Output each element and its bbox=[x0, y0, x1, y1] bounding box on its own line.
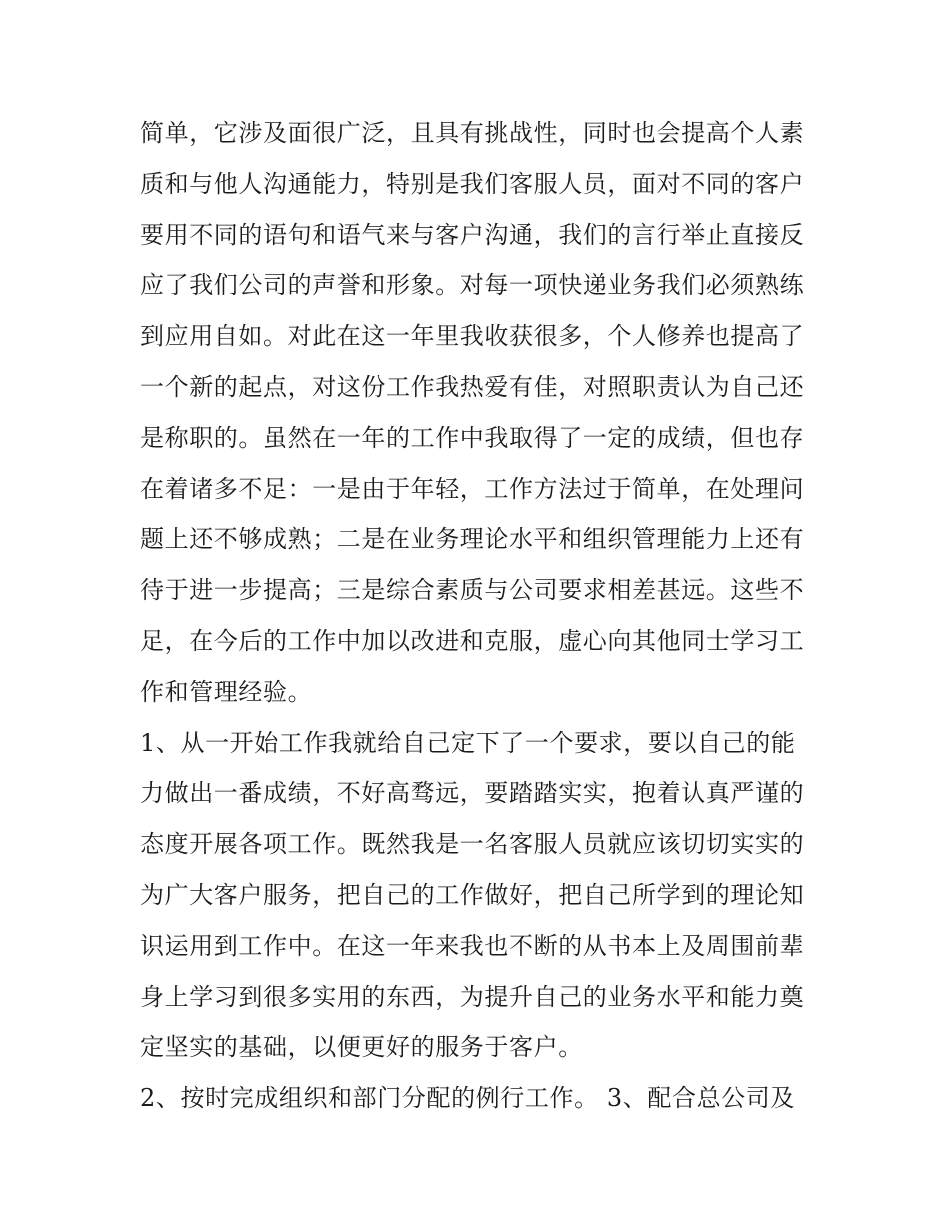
text-line-19: 定坚实的基础，以便更好的服务于客户。 bbox=[140, 1033, 583, 1062]
text-line-6: 一个新的起点，对这份工作我热爱有佳，对照职责认为自己还 bbox=[140, 372, 805, 401]
text-line-1: 简单，它涉及面很广泛，且具有挑战性，同时也会提高个人素 bbox=[140, 119, 805, 147]
text-line-10: 待于进一步提高；三是综合素质与公司要求相差甚远。这些不 bbox=[140, 576, 805, 605]
text-line-14: 力做出一番成绩，不好高骛远，要踏踏实实，抱着认真严谨的 bbox=[140, 779, 805, 808]
text-line-13: 1、从一开始工作我就给自己定下了一个要求，要以自己的能 bbox=[140, 728, 796, 757]
text-line-20: 2、按时完成组织和部门分配的例行工作。 3、配合总公司及 bbox=[140, 1084, 795, 1113]
text-line-2: 质和与他人沟通能力，特别是我们客服人员，面对不同的客户 bbox=[140, 169, 805, 198]
text-line-4: 应了我们公司的声誉和形象。对每一项快递业务我们必须熟练 bbox=[140, 271, 805, 300]
text-line-3: 要用不同的语句和语气来与客户沟通，我们的言行举止直接反 bbox=[140, 220, 805, 249]
text-line-11: 足，在今后的工作中加以改进和克服，虚心向其他同士学习工 bbox=[140, 626, 805, 655]
text-line-17: 识运用到工作中。在这一年来我也不断的从书本上及周围前辈 bbox=[140, 931, 805, 960]
text-line-7: 是称职的。虽然在一年的工作中我取得了一定的成绩，但也存 bbox=[140, 423, 805, 452]
text-line-8: 在着诸多不足：一是由于年轻，工作方法过于简单，在处理问 bbox=[140, 474, 805, 503]
text-line-12: 作和管理经验。 bbox=[140, 677, 313, 706]
text-line-18: 身上学习到很多实用的东西，为提升自己的业务水平和能力奠 bbox=[140, 982, 805, 1011]
text-line-5: 到应用自如。对此在这一年里我收获很多，个人修养也提高了 bbox=[140, 322, 805, 351]
document-body-text bbox=[140, 108, 820, 1124]
text-line-9: 题上还不够成熟；二是在业务理论水平和组织管理能力上还有 bbox=[140, 525, 805, 554]
text-line-15: 态度开展各项工作。既然我是一名客服人员就应该切切实实的 bbox=[140, 830, 805, 859]
text-line-16: 为广大客户服务，把自己的工作做好，把自己所学到的理论知 bbox=[140, 880, 805, 909]
